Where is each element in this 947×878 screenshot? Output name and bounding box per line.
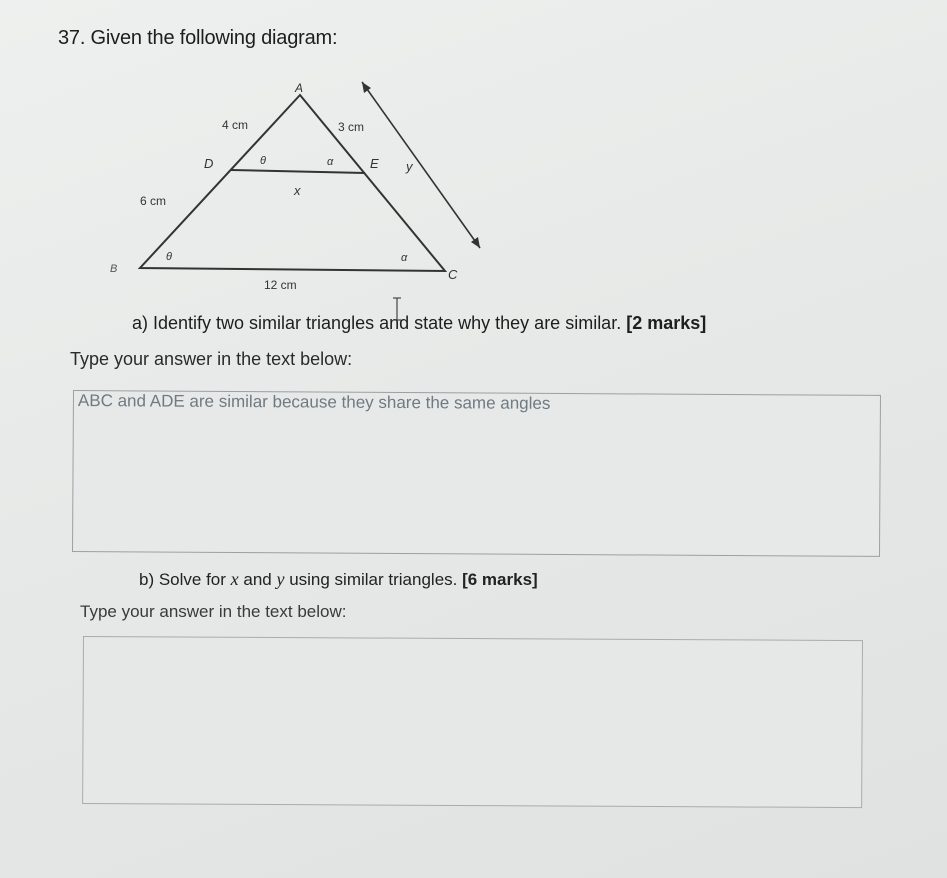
part-a-question — [132, 313, 706, 334]
part-b-answer-box[interactable] — [82, 636, 863, 808]
label-y: y — [406, 159, 413, 174]
part-a-answer-box[interactable] — [72, 390, 881, 557]
triangle-abc — [140, 95, 445, 271]
part-b-var-y: y — [276, 569, 285, 589]
triangle-diagram — [100, 70, 500, 300]
y-arrow-head-bottom — [471, 237, 480, 248]
vertex-e-label: E — [370, 156, 379, 171]
part-b-var-x: x — [230, 569, 239, 589]
segment-de — [231, 170, 365, 173]
question-title: 37. Given the following diagram: — [58, 27, 338, 49]
part-b-answer-input[interactable] — [83, 637, 862, 807]
part-a-answer-input[interactable] — [73, 391, 880, 556]
part-b-marks: [6 marks] — [462, 570, 538, 589]
vertex-a-label: A — [295, 81, 304, 95]
vertex-d-label: D — [204, 156, 214, 171]
part-a-prompt: Type your answer in the text below: — [70, 349, 353, 369]
label-x: x — [294, 183, 301, 198]
angle-d: θ — [260, 155, 266, 167]
label-bc: 12 cm — [264, 278, 297, 292]
angle-b: θ — [166, 251, 172, 263]
part-b-prompt: Type your answer in the text below: — [80, 602, 347, 621]
part-b-question-and: and — [238, 570, 277, 589]
angle-e: α — [327, 156, 334, 168]
y-arrow-head-top — [362, 82, 371, 93]
part-b-question — [139, 569, 538, 590]
label-db: 6 cm — [140, 194, 167, 208]
part-a-marks: [2 marks] — [626, 313, 707, 333]
label-ad: 4 cm — [222, 118, 249, 132]
vertex-b-label: B — [110, 263, 118, 275]
label-ae: 3 cm — [338, 120, 365, 134]
part-b-question-suffix: using similar triangles. — [284, 570, 463, 589]
vertex-c-label: C — [448, 267, 458, 282]
angle-c: α — [401, 252, 408, 264]
y-arrow-line — [362, 82, 480, 248]
part-a-question-text: a) Identify two similar triangles and state why they are similar. — [132, 313, 627, 333]
text-cursor-icon — [392, 297, 402, 321]
part-b-question-prefix: b) Solve for — [139, 570, 231, 589]
